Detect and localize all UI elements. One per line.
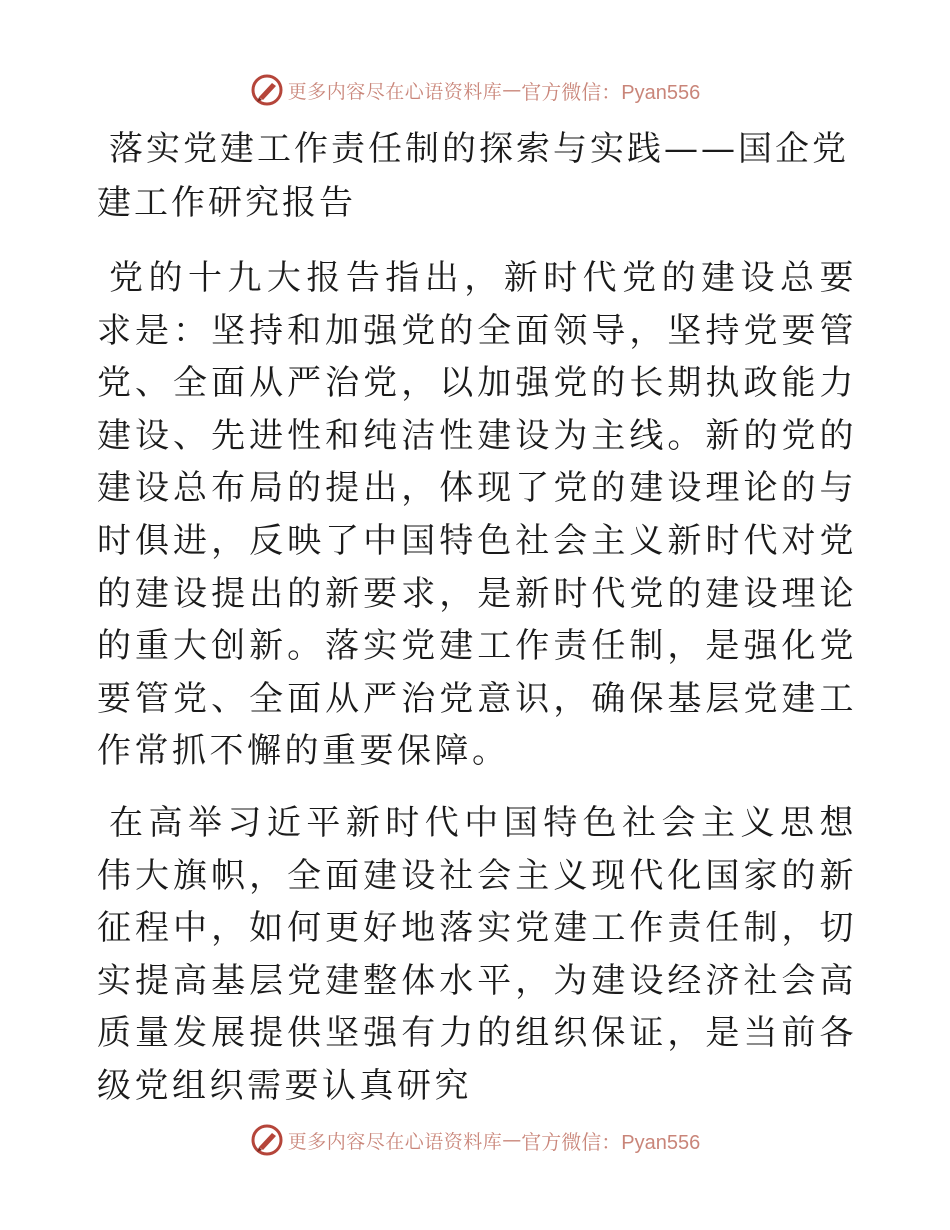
watermark-contact: 官方微信：Pyan556: [521, 1131, 701, 1154]
brush-logo-icon: [250, 73, 284, 107]
watermark-text: 更多内容尽在心语资料库: [287, 80, 503, 103]
body-paragraph: 在高举习近平新时代中国特色社会主义思想伟大旗帜，全面建设社会主义现代化国家的新征程中，如何更好地落实党建工作责任制，切实提高基层党建整体水平，为建设经济社会高质量发展提供坚强有力的组织保证，是当前各级党组织需要认真研究: [97, 803, 857, 1106]
watermark-header: [0, 70, 950, 110]
watermark-footer: [0, 1120, 950, 1160]
document-title: 落实党建工作责任制的探索与实践——国企党建工作研究报告: [97, 129, 849, 223]
watermark-separator: —: [502, 1129, 522, 1151]
brush-logo-icon: [250, 1123, 284, 1157]
watermark-separator: —: [502, 79, 522, 101]
watermark-text: 更多内容尽在心语资料库: [287, 1130, 503, 1153]
body-paragraph: 党的十九大报告指出，新时代党的建设总要求是：坚持和加强党的全面领导，坚持党要管党、全面从严治党，以加强党的长期执政能力建设、先进性和纯洁性建设为主线。新的党的建设总布局的提出，体现了党的建设理论的与时俱进，反映了中国特色社会主义新时代对党的建设提出的新要求，是新时代党的建设理论的重大创新。落实党建工作责任制，是强化党要管党、全面从严治党意识，确保基层党建工作常抓不懈的重要保障。: [97, 258, 857, 772]
watermark-contact: 官方微信：Pyan556: [521, 81, 701, 104]
